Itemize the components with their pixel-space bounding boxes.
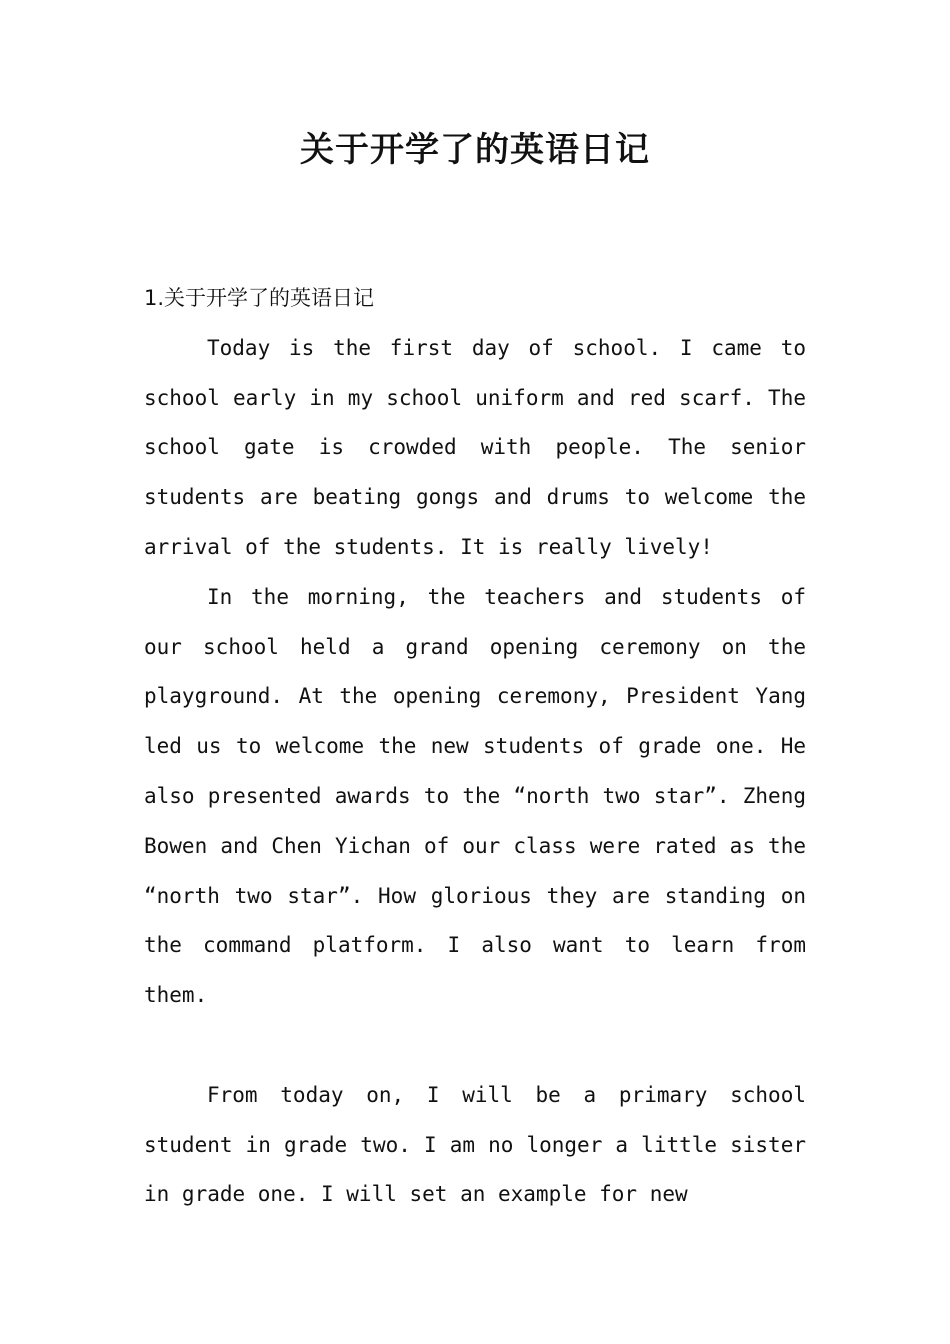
document-title: 关于开学了的英语日记 <box>300 130 650 170</box>
paragraph-first-day: Today is the first day of school. I came to school early in my school uniform and red scarf. The school gate is crowded with people. The senior students are beating gongs and drums to welcome the arrival of the students. It is really lively! <box>144 335 806 559</box>
document-body <box>144 274 806 1220</box>
paragraph-grade-two: From today on, I will be a primary school student in grade two. I am no longer a little sister in grade one. I will set an example for new <box>144 1082 806 1207</box>
section-heading: 1.关于开学了的英语日记 <box>144 286 375 310</box>
paragraph-opening-ceremony: In the morning, the teachers and students of our school held a grand opening ceremony on the playground. At the opening ceremony, President Yang led us to welcome the new students of grade one. He also presented awards to the “north two star”. Zheng Bowen and Chen Yichan of our class were rated as the “north two star”. How glorious they are standing on the command platform. I also want to learn from them. <box>144 584 806 1008</box>
